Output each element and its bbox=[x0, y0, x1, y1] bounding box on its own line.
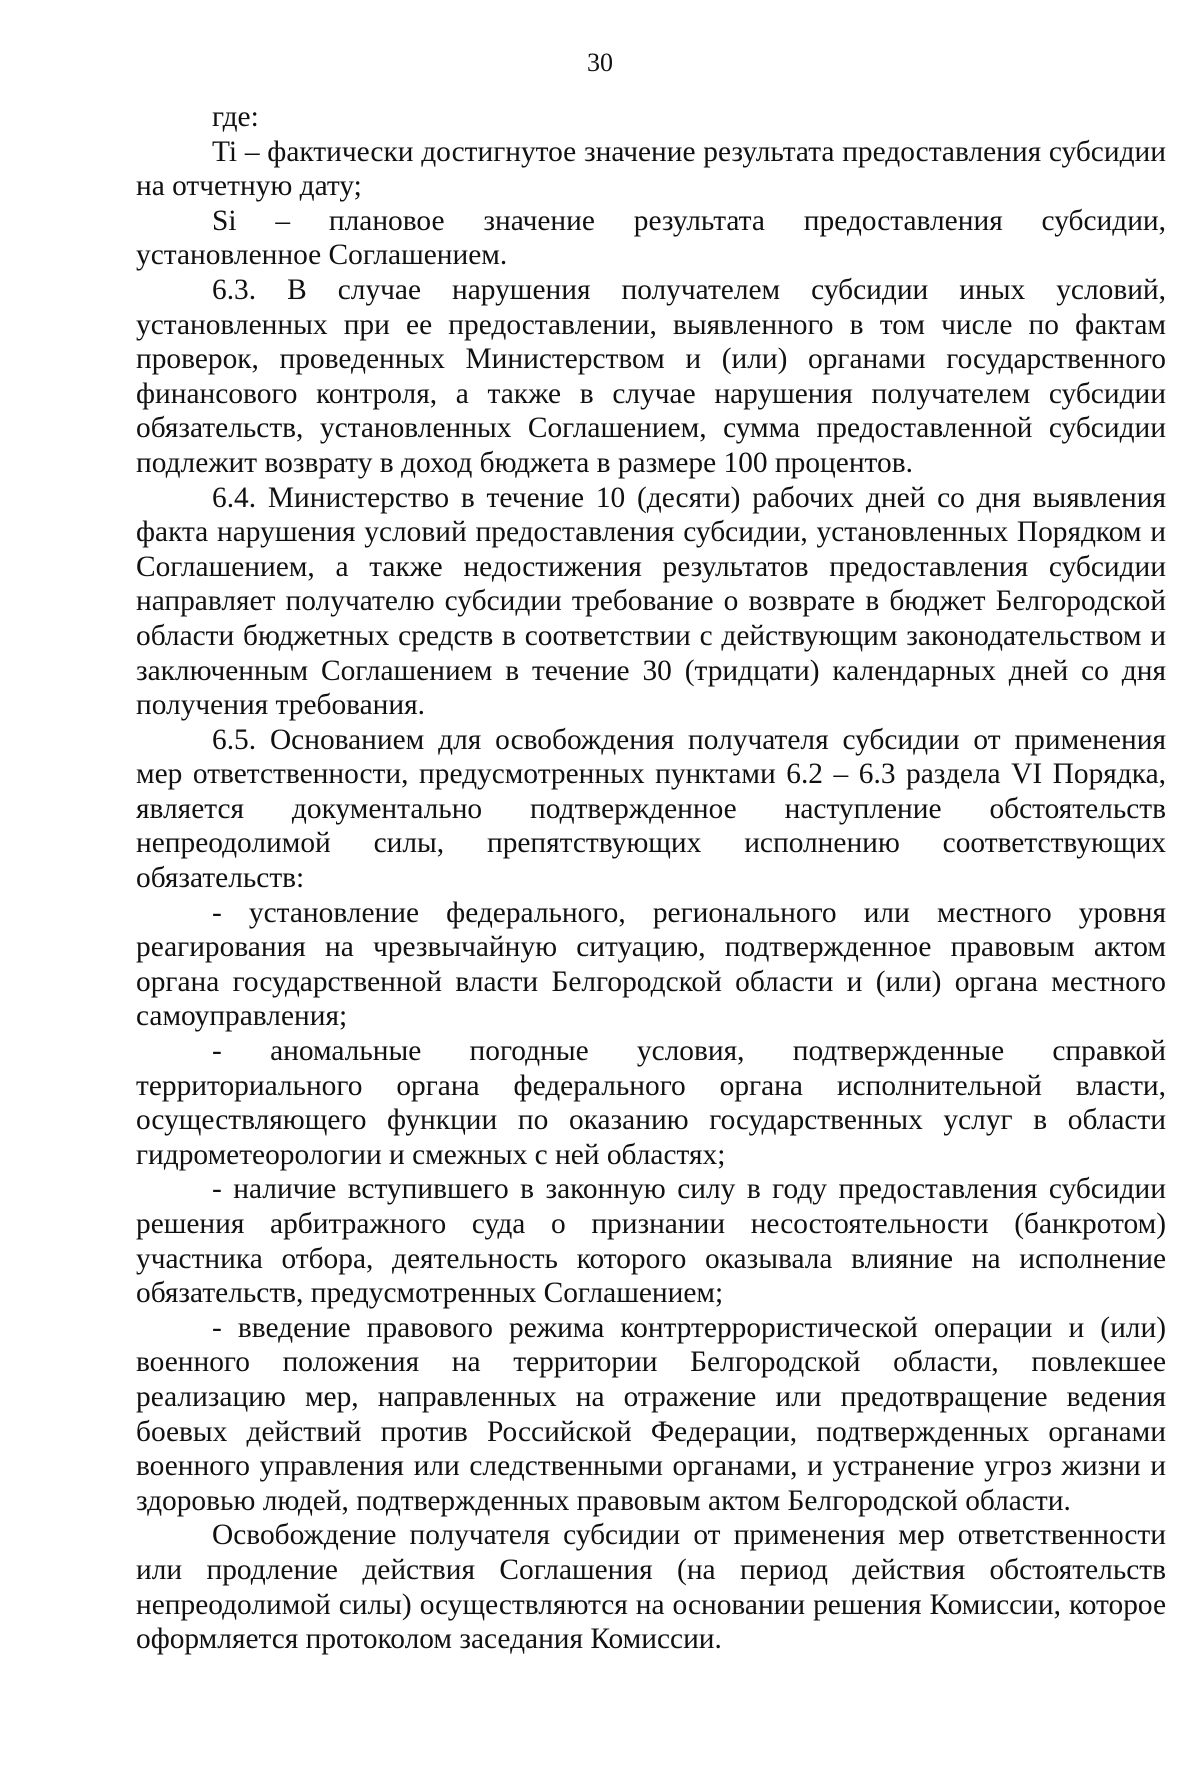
paragraph-6-3: 6.3. В случае нарушения получателем субсидии иных условий, установленных при ее предоставлении, выявленного в том числе по фактам проверок, проведенных Министерством и (или) органами государственного финансового контроля, а также в случае нарушения получателем субсидии обязательств, установленных Соглашением, сумма предоставленной субсидии подлежит возврату в доход бюджета в размере 100 процентов. bbox=[136, 273, 1166, 479]
paragraph-ti-definition: Ti – фактически достигнутое значение результата предоставления субсидии на отчетную дату; bbox=[136, 135, 1166, 203]
page-number: 30 bbox=[587, 48, 613, 77]
paragraph-where: где: bbox=[212, 101, 259, 133]
paragraph-si-definition: Si – плановое значение результата предоставления субсидии, установленное Соглашением. bbox=[136, 204, 1166, 272]
document-body bbox=[136, 100, 1166, 1657]
list-item-emergency: - установление федерального, регионального или местного уровня реагирования на чрезвычайную ситуацию, подтвержденное правовым актом органа государственной власти Белгородской области и (или) органа местного самоуправления; bbox=[136, 896, 1166, 1033]
list-item-weather: - аномальные погодные условия, подтвержденные справкой территориального органа федерального органа исполнительной власти, осуществляющего функции по оказанию государственных услуг в области гидрометеорологии и смежных с ней областях; bbox=[136, 1035, 1166, 1171]
paragraph-exemption: Освобождение получателя субсидии от применения мер ответственности или продление действия Соглашения (на период действия обстоятельств непреодолимой силы) осуществляются на основании решения Комиссии, которое оформляется протоколом заседания Комиссии. bbox=[136, 1519, 1166, 1656]
paragraph-6-4: 6.4. Министерство в течение 10 (десяти) рабочих дней со дня выявления факта нарушения условий предоставления субсидии, установленных Порядком и Соглашением, а также недостижения результатов предоставления субсидии направляет получателю субсидии требование о возврате в бюджет Белгородской области бюджетных средств в соответствии с действующим законодательством и заключенным Соглашением в течение 30 (тридцати) календарных дней со дня получения требования. bbox=[136, 481, 1166, 722]
list-item-bankruptcy: - наличие вступившего в законную силу в году предоставления субсидии решения арбитражного суда о признании несостоятельности (банкротом) участника отбора, деятельность которого оказывала влияние на исполнение обязательств, предусмотренных Соглашением; bbox=[136, 1173, 1166, 1310]
paragraph-6-5: 6.5. Основанием для освобождения получателя субсидии от применения мер ответственности, предусмотренных пунктами 6.2 – 6.3 раздела VI Порядка, является документально подтвержденное наступление обстоятельств непреодолимой силы, препятствующих исполнению соответствующих обязательств: bbox=[136, 723, 1166, 895]
list-item-counterterrorism: - введение правового режима контртеррористической операции и (или) военного положения на территории Белгородской области, повлекшее реализацию мер, направленных на отражение или предотвращение ведения боевых действий против Российской Федерации, подтвержденных органами военного управления или следственными органами, и устранение угроз жизни и здоровью людей, подтвержденных правовым актом Белгородской области. bbox=[136, 1311, 1166, 1517]
